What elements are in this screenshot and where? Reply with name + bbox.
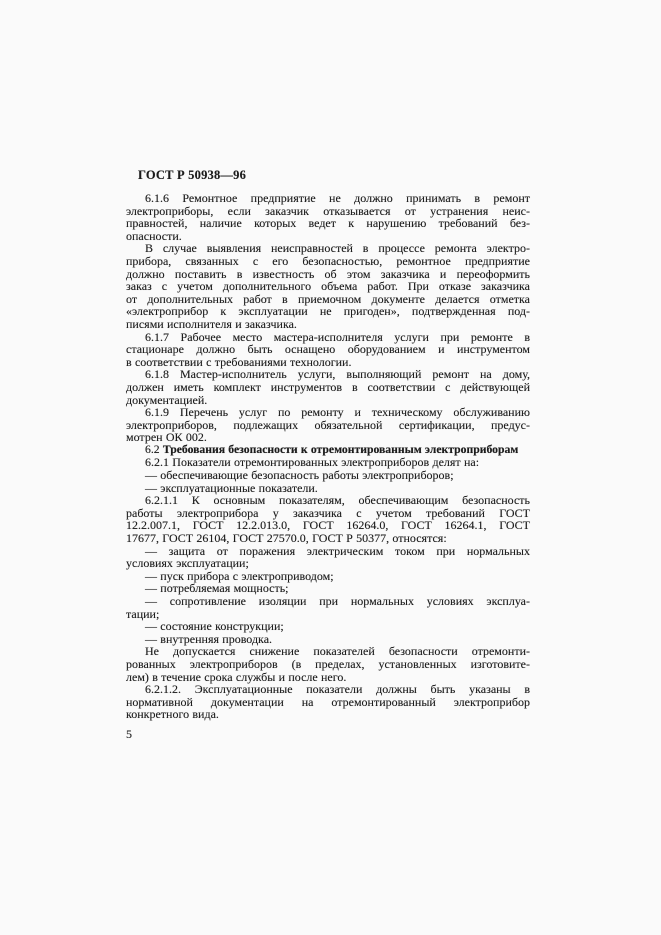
text-line: — эксплуатационные показатели. <box>145 480 318 495</box>
text-line: В случае выявления неисправностей в процессе ремонта электро- <box>145 241 530 256</box>
paragraph <box>126 683 530 721</box>
text-line: опасности. <box>126 228 182 243</box>
section-number: 6.2 <box>145 442 163 456</box>
text-line: — сопротивление изоляции при нормальных условиях эксплуа- <box>145 594 530 608</box>
section-title: Требования безопасности к отремонтированным электроприборам <box>162 442 519 456</box>
paragraph <box>126 242 530 330</box>
text-line: должен иметь комплект инструментов в соответствии с действующей <box>126 379 530 394</box>
text-line: 6.1.7 Рабочее место мастера-исполнителя услуги при ремонте в <box>145 329 530 344</box>
text-line: Не допускается снижение показателей безопасности отремонти- <box>145 644 530 659</box>
text-line: работы электроприбора у заказчика с учетом требований ГОСТ <box>126 505 530 520</box>
paragraph <box>126 192 530 242</box>
text-line: прибора, связанных с его безопасностью, ремонтное предприятие <box>126 253 530 268</box>
text-line: стационаре должно быть оснащено оборудованием и инструментом <box>126 342 530 357</box>
text-line: — пуск прибора с электроприводом; <box>145 568 334 583</box>
text-line: лем) в течение срока службы и после него. <box>126 669 347 684</box>
text-line: электроприборов, подлежащих обязательной сертификации, предус- <box>126 417 530 432</box>
running-header: ГОСТ Р 50938—96 <box>138 168 247 182</box>
text-line: должно поставить в известность об этом заказчика и переоформить <box>126 266 530 281</box>
paragraph <box>126 645 530 683</box>
text-line: писями исполнителя и заказчика. <box>126 316 297 331</box>
text-line: — защита от поражения электрическим током при нормальных <box>145 543 530 558</box>
text-line: тации; <box>126 606 160 621</box>
paragraph <box>126 545 530 570</box>
text-line: от дополнительных работ в приемочном документе делается отметка <box>126 291 530 306</box>
paragraph <box>126 368 530 406</box>
text-line: 6.2.1.1 К основным показателям, обеспечивающим безопасность <box>145 493 530 508</box>
text-line: заказ с учетом дополнительного объема работ. При отказе заказчика <box>126 279 530 294</box>
text-line: рованных электроприборов (в пределах, установленных изготовите- <box>126 656 530 671</box>
text-line: — состояние конструкции; <box>145 619 284 634</box>
paragraph <box>126 494 530 544</box>
paragraph <box>126 331 530 369</box>
text-line: условиях эксплуатации; <box>126 556 249 571</box>
text-line: 12.2.007.1, ГОСТ 12.2.013.0, ГОСТ 16264.0, ГОСТ 16264.1, ГОСТ <box>126 518 530 533</box>
text-line: электроприборы, если заказчик отказывается от устранения неис- <box>126 203 530 218</box>
text-line: 6.2.1.2. Эксплуатационные показатели должны быть указаны в <box>145 682 530 697</box>
text-line: конкретного вида. <box>126 707 219 722</box>
paragraph <box>126 406 530 444</box>
text-line: нормативной документации на отремонтированный электроприбор <box>126 694 530 709</box>
text-line: 17677, ГОСТ 26104, ГОСТ 27570.0, ГОСТ Р 50377, относятся: <box>126 531 447 546</box>
text-line: мотрен ОК 002. <box>126 430 207 445</box>
text-line: — обеспечивающие безопасность работы электроприборов; <box>145 468 454 483</box>
paragraph <box>126 620 530 633</box>
paragraph <box>126 469 530 482</box>
document-body <box>126 192 530 721</box>
text-line: 6.1.6 Ремонтное предприятие не должно принимать в ремонт <box>145 191 530 205</box>
text-line: «электроприбор к эксплуатации не пригоден», подтвержденная под- <box>126 304 530 319</box>
text-line: — внутренняя проводка. <box>145 631 273 646</box>
text-line: — потребляемая мощность; <box>145 581 289 596</box>
text-line: 6.1.9 Перечень услуг по ремонту и техническому обслуживанию <box>145 405 530 420</box>
text-line: 6.1.8 Мастер-исполнитель услуги, выполняющий ремонт на дому, <box>145 367 530 382</box>
page-number: 5 <box>126 726 132 741</box>
text-column <box>126 169 530 741</box>
paragraph <box>126 595 530 620</box>
text-line: правностей, наличие которых ведет к нарушению требований без- <box>126 216 530 231</box>
text-line: документацией. <box>126 392 208 407</box>
text-line: в соответствии с требованиями технологии. <box>126 354 352 369</box>
text-line: 6.2.1 Показатели отремонтированных электроприборов делят на: <box>145 455 480 470</box>
